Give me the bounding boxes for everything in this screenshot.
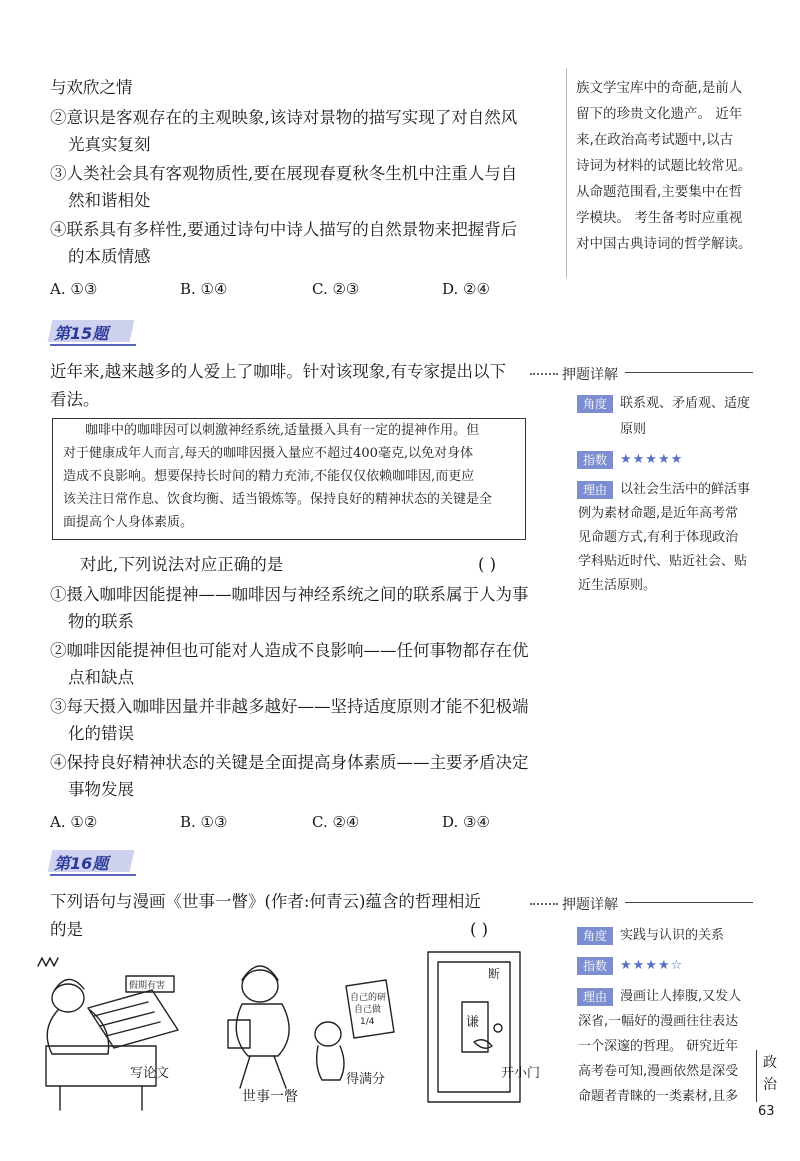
heading-underline	[50, 344, 136, 346]
option-b[interactable]: B. ①④	[180, 280, 228, 298]
angle-tag: 角度	[577, 927, 613, 945]
paper-label: 1/4	[360, 1017, 375, 1027]
writer-hair	[54, 979, 84, 991]
cartoon-illustration	[28, 946, 558, 1116]
q15-item: 化的错误	[68, 724, 134, 743]
page-number: 63	[758, 1104, 775, 1119]
caption-full-score: 得满分	[346, 1072, 386, 1087]
paper-label: 自己的研	[350, 993, 387, 1003]
quote-line: 造成不良影响。想要保持长时间的精力充沛,不能仅仅依赖咖啡因,而更应	[63, 469, 475, 484]
student-head	[242, 970, 278, 1002]
subject-char: 治	[763, 1077, 777, 1093]
q14-line: 的本质情感	[68, 247, 151, 266]
desk-legs	[60, 1086, 142, 1110]
quote-line: 对于健康成年人而言,每天的咖啡因摄入量应不超过400毫克,以免对身体	[63, 446, 474, 461]
reason-tag: 理由	[577, 988, 613, 1006]
quote-box	[52, 418, 526, 540]
option-d[interactable]: D. ③④	[442, 813, 490, 831]
q15-item: 物的联系	[68, 612, 134, 631]
reason-text: 以社会生活中的鲜活事	[620, 482, 751, 497]
hand	[474, 1040, 492, 1049]
q15-item: ②咖啡因能提神但也可能对人造成不良影响——任何事物都存在优	[50, 641, 529, 660]
cartoon-title: 世事一瞥	[242, 1089, 298, 1105]
writer-scribble	[38, 958, 58, 966]
reason-text: 高考卷可知,漫画依然是深受	[578, 1064, 739, 1079]
reason-tag: 理由	[577, 481, 613, 499]
heading-text: 第15题	[54, 324, 109, 343]
q14-line: 光真实复刻	[68, 135, 151, 154]
q14-line: 与欢欣之情	[50, 78, 133, 97]
angle-text: 实践与认识的关系	[620, 928, 725, 943]
student-bag	[228, 1020, 250, 1048]
sign-label: 谦	[466, 1015, 480, 1030]
quote-line: 面提高个人身体素质。	[63, 515, 194, 530]
side-note-line: 诗词为材料的试题比较常见。	[576, 158, 752, 174]
child-head	[315, 1022, 341, 1046]
panel-title: 押题详解	[562, 367, 618, 383]
student-legs	[240, 1056, 286, 1088]
door-label: 断	[488, 967, 501, 981]
reason-text: 近生活原则。	[578, 578, 657, 593]
option-a[interactable]: A. ①②	[50, 813, 98, 831]
angle-text: 原则	[620, 422, 647, 437]
side-note-line: 从命题范围看,主要集中在哲	[576, 184, 743, 200]
paper-label: 假期有害	[129, 981, 166, 991]
panel-title-rule	[625, 902, 753, 903]
q15-intro: 看法。	[50, 390, 100, 409]
q14-line: 然和谐相处	[68, 191, 151, 210]
panel-title-rule	[625, 372, 753, 373]
heading-underline	[50, 874, 136, 876]
reason-text: 例为素材命题,是近年高考常	[578, 506, 739, 521]
q15-item: ①摄入咖啡因能提神——咖啡因与神经系统之间的联系属于人为事	[50, 585, 529, 604]
question-15-heading	[50, 320, 132, 346]
answer-bracket[interactable]: ( )	[470, 920, 489, 939]
paper-label: 自己做	[354, 1005, 382, 1015]
caption-write-paper: 写论文	[130, 1066, 170, 1081]
reason-text: 命题者青睐的一类素材,且多	[578, 1089, 739, 1104]
q14-line: ④联系具有多样性,要通过诗句中诗人描写的自然景物来把握背后	[50, 220, 518, 239]
papers-stack	[88, 990, 178, 1048]
q15-question: 对此,下列说法对应正确的是	[80, 555, 284, 574]
option-d[interactable]: D. ②④	[442, 280, 490, 298]
question-16-heading	[50, 850, 132, 876]
leader-dots	[530, 903, 558, 905]
heading-text: 第16题	[54, 854, 109, 873]
reason-text: 见命题方式,有利于体现政治	[578, 530, 739, 545]
q15-item: 事物发展	[68, 780, 134, 799]
subject-rule	[756, 1050, 757, 1102]
option-c[interactable]: C. ②③	[312, 280, 360, 298]
answer-bracket[interactable]: ( )	[478, 555, 497, 574]
side-note-line: 留下的珍贵文化遗产。 近年	[576, 106, 743, 122]
side-note-line: 族文学宝库中的奇葩,是前人	[576, 80, 743, 96]
q15-intro: 近年来,越来越多的人爱上了咖啡。针对该现象,有专家提出以下	[50, 362, 506, 381]
side-note-line: 对中国古典诗词的哲学解读。	[576, 236, 752, 252]
quote-line: 该关注日常作息、饮食均衡、适当锻炼等。保持良好的精神状态的关键是全	[63, 492, 493, 507]
writer-head	[52, 984, 84, 1012]
option-c[interactable]: C. ②④	[312, 813, 360, 831]
subject-char: 政	[763, 1055, 777, 1071]
q14-line: ③人类社会具有客观物质性,要在展现春夏秋冬生机中注重人与自	[50, 164, 518, 183]
q16-intro: 的是	[50, 920, 83, 939]
angle-tag: 角度	[577, 395, 613, 413]
door-knob	[494, 1024, 502, 1032]
side-note-line: 学模块。 考生备考时应重视	[576, 210, 743, 226]
caption-small-door: 开小门	[501, 1066, 541, 1081]
q15-item: ④保持良好精神状态的关键是全面提高身体素质——主要矛盾决定	[50, 753, 529, 772]
student-hair	[242, 966, 278, 980]
panel-title: 押题详解	[562, 897, 618, 913]
subject-label	[760, 1052, 780, 1096]
rating-stars-icon: ★★★★☆	[620, 958, 684, 973]
q15-item: 点和缺点	[68, 668, 134, 687]
option-b[interactable]: B. ①③	[180, 813, 228, 831]
angle-text: 联系观、矛盾观、适度	[620, 396, 751, 411]
leader-dots	[530, 373, 558, 375]
index-tag: 指数	[577, 957, 613, 975]
index-tag: 指数	[577, 451, 613, 469]
rating-stars-icon: ★★★★★	[620, 452, 684, 467]
sidebar-divider	[566, 68, 567, 278]
quote-line: 咖啡中的咖啡因可以刺激神经系统,适量摄入具有一定的提神作用。但	[85, 423, 480, 438]
reason-text: 学科贴近时代、贴近社会、贴	[578, 554, 748, 569]
option-a[interactable]: A. ①③	[50, 280, 98, 298]
q16-intro: 下列语句与漫画《世事一瞥》(作者:何青云)蕴含的哲理相近	[50, 892, 481, 911]
q14-line: ②意识是客观存在的主观映象,该诗对景物的描写实现了对自然风	[50, 108, 518, 127]
q15-item: ③每天摄入咖啡因量并非越多越好——坚持适度原则才能不犯极端	[50, 697, 529, 716]
side-note-line: 来,在政治高考试题中,以古	[576, 132, 734, 148]
reason-text: 一个深邃的哲理。 研究近年	[578, 1039, 739, 1054]
reason-text: 漫画让人捧腹,又发人	[620, 989, 742, 1004]
writer-body	[47, 1010, 108, 1054]
child-body	[317, 1046, 344, 1080]
reason-text: 深省,一幅好的漫画往往表达	[578, 1014, 739, 1029]
